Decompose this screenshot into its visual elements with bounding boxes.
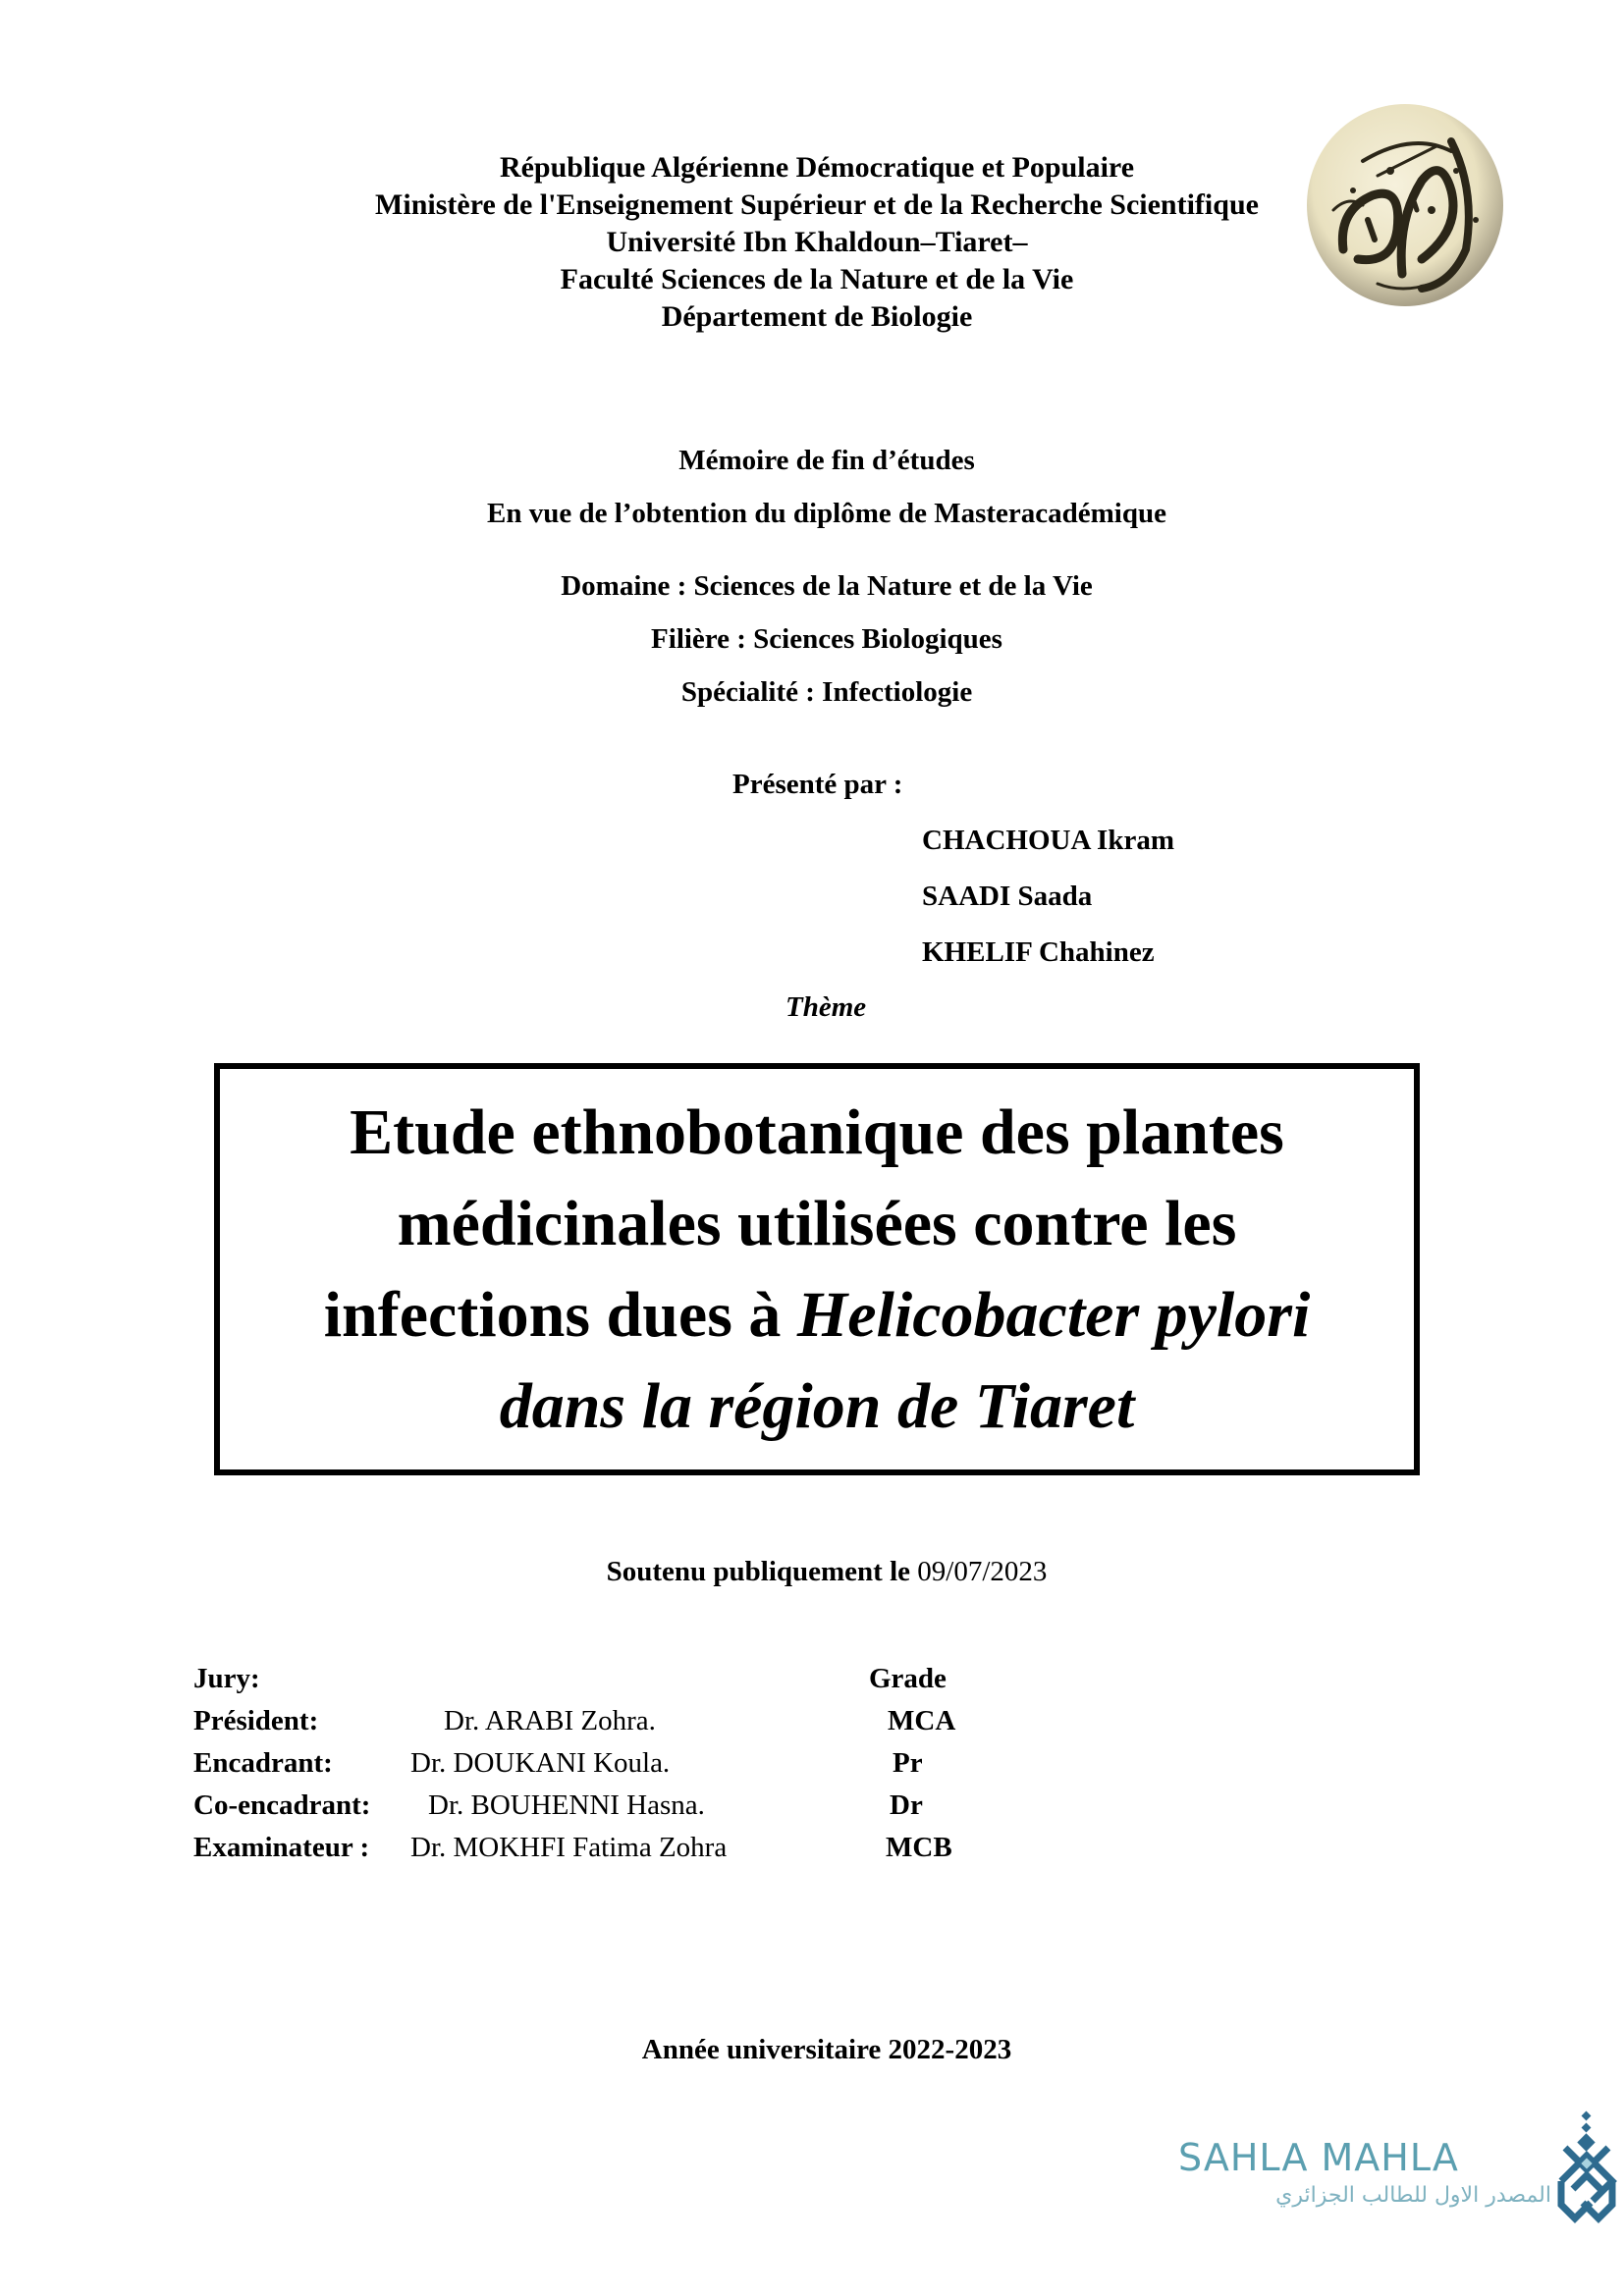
author-name: KHELIF Chahinez	[922, 936, 1155, 968]
defense-label: Soutenu publiquement le	[606, 1556, 911, 1587]
presented-by-label: Présenté par :	[732, 769, 903, 800]
jury-role: Co-encadrant:	[193, 1789, 371, 1821]
sahla-mahla-logo-icon	[1553, 2110, 1620, 2224]
title-line	[220, 1269, 1414, 1361]
institution-header	[255, 149, 1379, 336]
title-line	[220, 1087, 1414, 1178]
title-line-text: Etude ethnobotanique des plantes	[350, 1096, 1284, 1168]
jury-role: Encadrant:	[193, 1747, 333, 1779]
jury-member-row	[193, 1747, 1077, 1789]
defense-date-line	[0, 1556, 1624, 1588]
jury-name: Dr. BOUHENNI Hasna.	[428, 1789, 705, 1821]
filiere-line: Filière : Sciences Biologiques	[651, 623, 1002, 655]
theme-label: Thème	[785, 991, 867, 1023]
header-university: Université Ibn Khaldoun–Tiaret–	[606, 226, 1028, 258]
title-line-italic: Helicobacter pylori	[796, 1279, 1311, 1351]
jury-member-row	[193, 1832, 1077, 1874]
jury-grade: Dr	[890, 1789, 923, 1821]
header-faculty: Faculté Sciences de la Nature et de la Vie	[560, 263, 1074, 295]
title-line-text: infections dues à	[323, 1279, 797, 1351]
academic-year: Année universitaire 2022-2023	[641, 2034, 1012, 2065]
thesis-title	[220, 1087, 1414, 1452]
jury-member-row	[193, 1789, 1077, 1832]
university-seal-icon	[1304, 102, 1506, 308]
specialite-line: Spécialité : Infectiologie	[680, 676, 973, 708]
watermark-brand: SAHLA MAHLA	[1178, 2136, 1459, 2179]
jury-name: Dr. ARABI Zohra.	[444, 1705, 656, 1736]
memoire-title: Mémoire de fin d’études	[678, 445, 975, 476]
jury-role: Président:	[193, 1705, 319, 1736]
defense-date: 09/07/2023	[917, 1556, 1048, 1587]
watermark-tagline: المصدر الاول للطالب الجزائري	[1275, 2183, 1551, 2208]
title-line	[220, 1178, 1414, 1269]
title-line-text: médicinales utilisées contre les	[397, 1188, 1237, 1259]
grade-column-label: Grade	[869, 1663, 947, 1694]
header-department: Département de Biologie	[661, 300, 973, 333]
diploma-line: En vue de l’obtention du diplôme de Masteracadémique	[487, 498, 1166, 529]
header-republic: République Algérienne Démocratique et Populaire	[499, 151, 1135, 184]
thesis-title-box	[214, 1063, 1420, 1475]
title-line-italic: dans la région de Tiaret	[499, 1370, 1135, 1442]
header-ministry: Ministère de l'Enseignement Supérieur et de la Recherche Scientifique	[375, 188, 1259, 221]
title-line	[220, 1361, 1414, 1452]
jury-member-row	[193, 1705, 1077, 1747]
jury-role: Examinateur :	[193, 1832, 370, 1863]
author-name: SAADI Saada	[922, 881, 1093, 912]
jury-header-row	[193, 1663, 1077, 1705]
jury-name: Dr. MOKHFI Fatima Zohra	[410, 1832, 728, 1863]
jury-name: Dr. DOUKANI Koula.	[410, 1747, 671, 1779]
jury-grade: MCB	[886, 1832, 952, 1863]
author-name: CHACHOUA Ikram	[922, 825, 1174, 856]
jury-grade: Pr	[893, 1747, 923, 1779]
jury-grade: MCA	[888, 1705, 956, 1736]
jury-label: Jury:	[193, 1663, 260, 1694]
domaine-line: Domaine : Sciences de la Nature et de la Vie	[561, 570, 1093, 602]
